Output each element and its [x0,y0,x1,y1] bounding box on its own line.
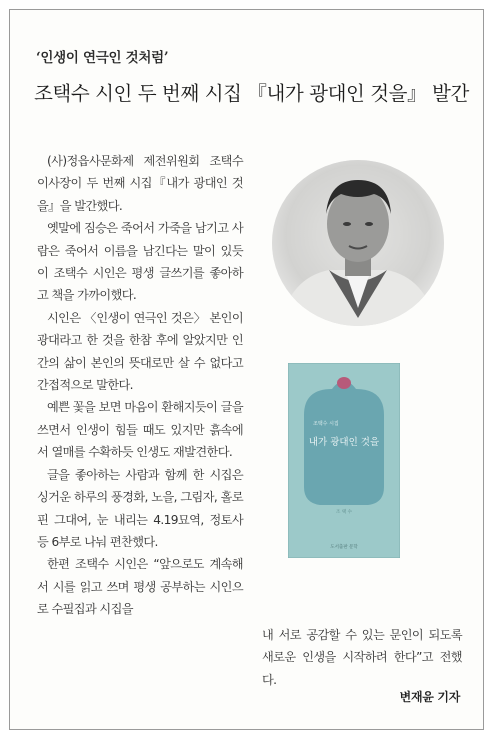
book-author-small: 조택수 시집 [313,421,339,427]
article-body-right [262,624,462,691]
article-kicker: ‘인생이 연극인 것처럼’ [36,50,169,66]
byline: 변재윤 기자 [399,690,460,704]
body-paragraph: 시인은 〈인생이 연극인 것은〉 본인이 광대라고 한 것을 한참 후에 알았지만 인간의 삶이 본인의 뜻대로만 살 수 없다고 간접적으로 말한다. [37,310,243,393]
article-body-left [37,150,243,621]
book-publisher: 도서출판 문학 [330,545,358,550]
article-headline: 조택수 시인 두 번째 시집 『내가 광대인 것을』 발간 [34,82,469,105]
book-cover [288,363,400,558]
book-title: 내가 광대인 것을 [308,437,380,448]
body-paragraph: 예쁜 꽃을 보면 마음이 환해지듯이 글을 쓰면서 인생이 힘들 때도 있지만 흙속에서 열매를 수확하듯 인생도 재발견한다. [37,400,243,460]
book-author-bottom: 조 택 수 [336,510,352,515]
body-paragraph: 내 서로 공감할 수 있는 문인이 되도록 새로운 인생을 시작하려 한다”고 전했다. [262,628,462,687]
body-paragraph: (사)정읍사문화제 제전위원회 조택수 이사장이 두 번째 시집『내가 광대인 것을』을 발간했다. [37,154,243,213]
body-paragraph: 한편 조택수 시인은 “앞으로도 계속해서 시를 읽고 쓰며 평생 공부하는 시인으로 수필집과 시집을 [37,557,243,617]
author-portrait [269,158,447,328]
body-paragraph: 옛말에 짐승은 죽어서 가죽을 남기고 사람은 죽어서 이름을 남긴다는 말이 있듯이 조택수 시인은 평생 글쓰기를 좋아하고 책을 가까이했다. [37,221,243,303]
body-paragraph: 글을 좋아하는 사람과 함께 한 시집은 싱거운 하루의 풍경화, 노을, 그림자, 홀로 핀 그대여, 눈 내리는 4.19묘역, 정토사 등 6부로 나눠 편찬했다. [37,467,243,549]
